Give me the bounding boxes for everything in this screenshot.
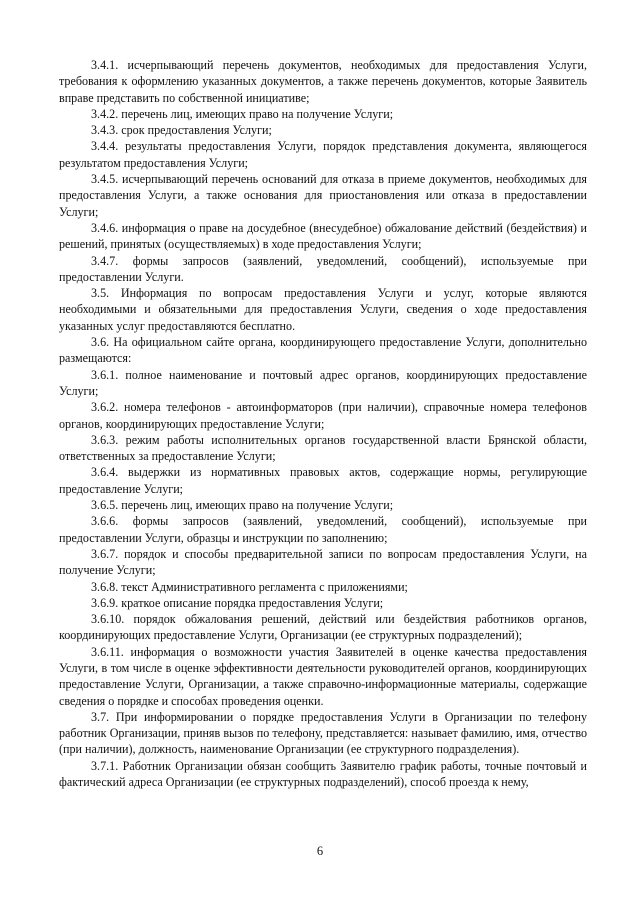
- page-number: 6: [316, 844, 324, 858]
- paragraph-3-4-1: 3.4.1. исчерпывающий перечень документов, необходимых для предоставления Услуги, требования к оформлению указанных документов, а также перечень документов, которые Заявитель вправе представить по собственной инициативе;: [59, 58, 587, 105]
- paragraph-3-6: 3.6. На официальном сайте органа, координирующего предоставление Услуги, дополнительно размещаются:: [59, 335, 587, 366]
- paragraph-3-7: 3.7. При информировании о порядке предоставления Услуги в Организации по телефону работник Организации, приняв вызов по телефону, представляется: называет фамилию, имя, отчество (при наличии), должность, наименование Организации (ее структурного подразделения).: [59, 709, 587, 757]
- paragraph-3-6-2: 3.6.2. номера телефонов - автоинформаторов (при наличии), справочные номера телефонов органов, координирующих предоставление Услуги;: [59, 400, 587, 431]
- paragraph-3-4-4: 3.4.4. результаты предоставления Услуги, порядок представления документа, являющегося результатом предоставления Услуги;: [59, 139, 587, 170]
- paragraph-3-5: 3.5. Информация по вопросам предоставления Услуги и услуг, которые являются необходимыми и обязательными для предоставления Услуги, сведения о ходе предоставления указанных услуг предоставляются бесплатно.: [59, 286, 587, 333]
- paragraph-3-6-3: 3.6.3. режим работы исполнительных органов государственной власти Брянской области, ответственных за предоставление Услуги;: [59, 432, 587, 464]
- paragraph-3-6-9: 3.6.9. краткое описание порядка предоставления Услуги;: [91, 595, 384, 610]
- paragraph-3-4-5: 3.4.5. исчерпывающий перечень оснований для отказа в приеме документов, необходимых для предоставления Услуги, а также основания для приостановления или отказа в предоставлении Услуги;: [59, 172, 587, 219]
- paragraph-3-7-1: 3.7.1. Работник Организации обязан сообщить Заявителю график работы, точные почтовый и фактический адреса Организации (ее структурных подразделений), способ проезда к нему,: [59, 758, 587, 790]
- paragraph-3-6-6: 3.6.6. формы запросов (заявлений, уведомлений, сообщений), используемые при предоставлении Услуги, образцы и инструкции по заполнению;: [59, 514, 587, 545]
- paragraph-3-6-11: 3.6.11. информация о возможности участия Заявителей в оценке качества предоставления Услуги, в том числе в оценке эффективности деятельности руководителей органов, координирующих предоставление Услуги, Организации, а также справочно-информационные материалы, содержащие сведения о порядке и способах проведения оценки.: [59, 644, 587, 708]
- paragraph-3-4-6: 3.4.6. информация о праве на досудебное (внесудебное) обжалование действий (бездействия) и решений, принятых (осуществляемых) в ходе предоставления Услуги;: [59, 220, 587, 252]
- document-body: [59, 57, 587, 790]
- paragraph-3-6-5: 3.6.5. перечень лиц, имеющих право на получение Услуги;: [91, 498, 394, 513]
- paragraph-3-4-7: 3.4.7. формы запросов (заявлений, уведомлений, сообщений), используемые при предоставлении Услуги.: [59, 253, 587, 284]
- paragraph-3-6-7: 3.6.7. порядок и способы предварительной записи по вопросам предоставления Услуги, на получение Услуги;: [59, 546, 587, 578]
- paragraph-3-4-2: 3.4.2. перечень лиц, имеющих право на получение Услуги;: [91, 106, 394, 121]
- paragraph-3-6-10: 3.6.10. порядок обжалования решений, действий или бездействия работников органов, координирующих предоставление Услуги, Организации (ее структурных подразделений);: [59, 612, 587, 643]
- paragraph-3-4-3: 3.4.3. срок предоставления Услуги;: [91, 123, 272, 138]
- paragraph-3-6-4: 3.6.4. выдержки из нормативных правовых актов, содержащие нормы, регулирующие предоставление Услуги;: [59, 465, 587, 496]
- paragraph-3-6-1: 3.6.1. полное наименование и почтовый адрес органов, координирующих предоставление Услуги;: [59, 367, 587, 398]
- paragraph-3-6-8: 3.6.8. текст Административного регламента с приложениями;: [91, 579, 408, 594]
